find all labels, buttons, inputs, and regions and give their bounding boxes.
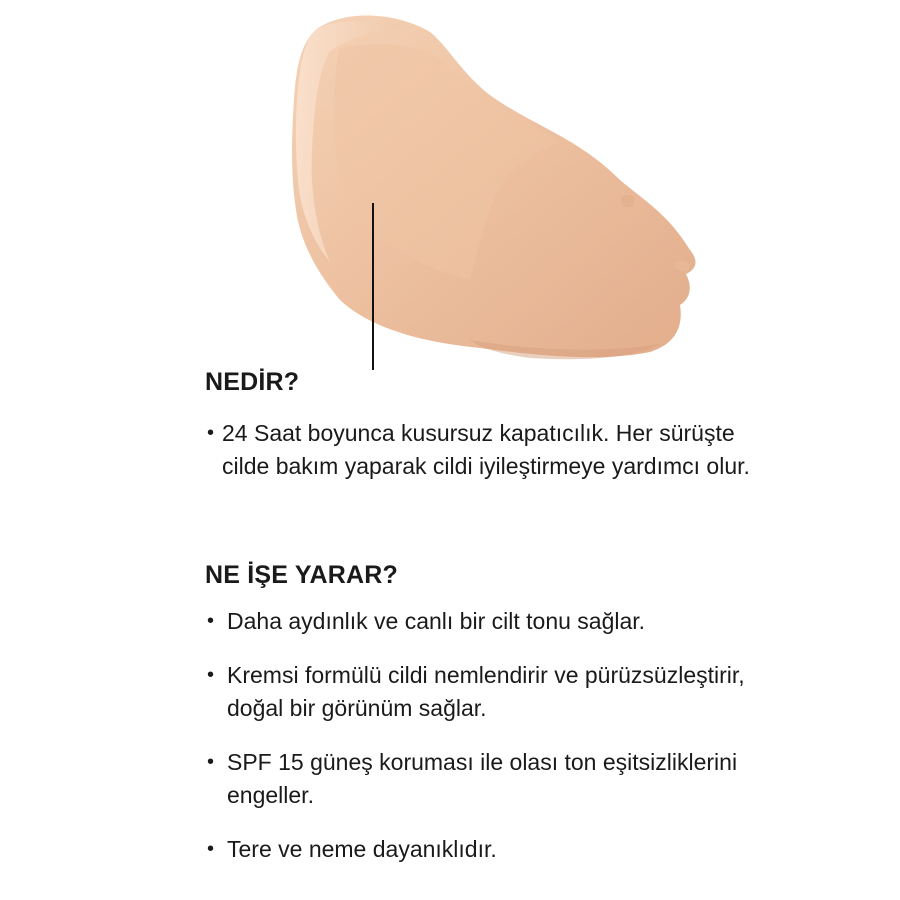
list-item bbox=[205, 746, 747, 812]
bullet-icon: • bbox=[207, 664, 215, 686]
benefits-list bbox=[205, 605, 787, 887]
section-title-what-is-it: NEDİR? bbox=[205, 368, 300, 396]
what-is-it-list bbox=[205, 417, 762, 483]
list-item-text: Kremsi formülü cildi nemlendirir ve pürüzsüzleştirir, doğal bir görünüm sağlar. bbox=[227, 662, 745, 721]
list-item-text: SPF 15 güneş koruması ile olası ton eşitsizliklerini engeller. bbox=[227, 749, 738, 808]
section-title-what-does-it-do: NE İŞE YARAR? bbox=[205, 561, 398, 589]
bullet-icon: • bbox=[207, 838, 215, 860]
list-item-text: Daha aydınlık ve canlı bir cilt tonu sağlar. bbox=[227, 608, 646, 634]
bullet-icon: • bbox=[207, 751, 215, 773]
bullet-icon: • bbox=[207, 610, 215, 632]
list-item-text: Tere ve neme dayanıklıdır. bbox=[227, 836, 497, 862]
foundation-swatch-icon bbox=[0, 0, 900, 380]
list-item bbox=[205, 659, 787, 725]
bullet-icon: • bbox=[207, 422, 215, 444]
list-item bbox=[205, 833, 787, 866]
list-item-text: 24 Saat boyunca kusursuz kapatıcılık. Her sürüşte cilde bakım yaparak cildi iyileştirmeye yardımcı olur. bbox=[222, 420, 750, 479]
pointer-line bbox=[372, 203, 374, 370]
list-item bbox=[205, 605, 787, 638]
list-item bbox=[205, 417, 762, 483]
